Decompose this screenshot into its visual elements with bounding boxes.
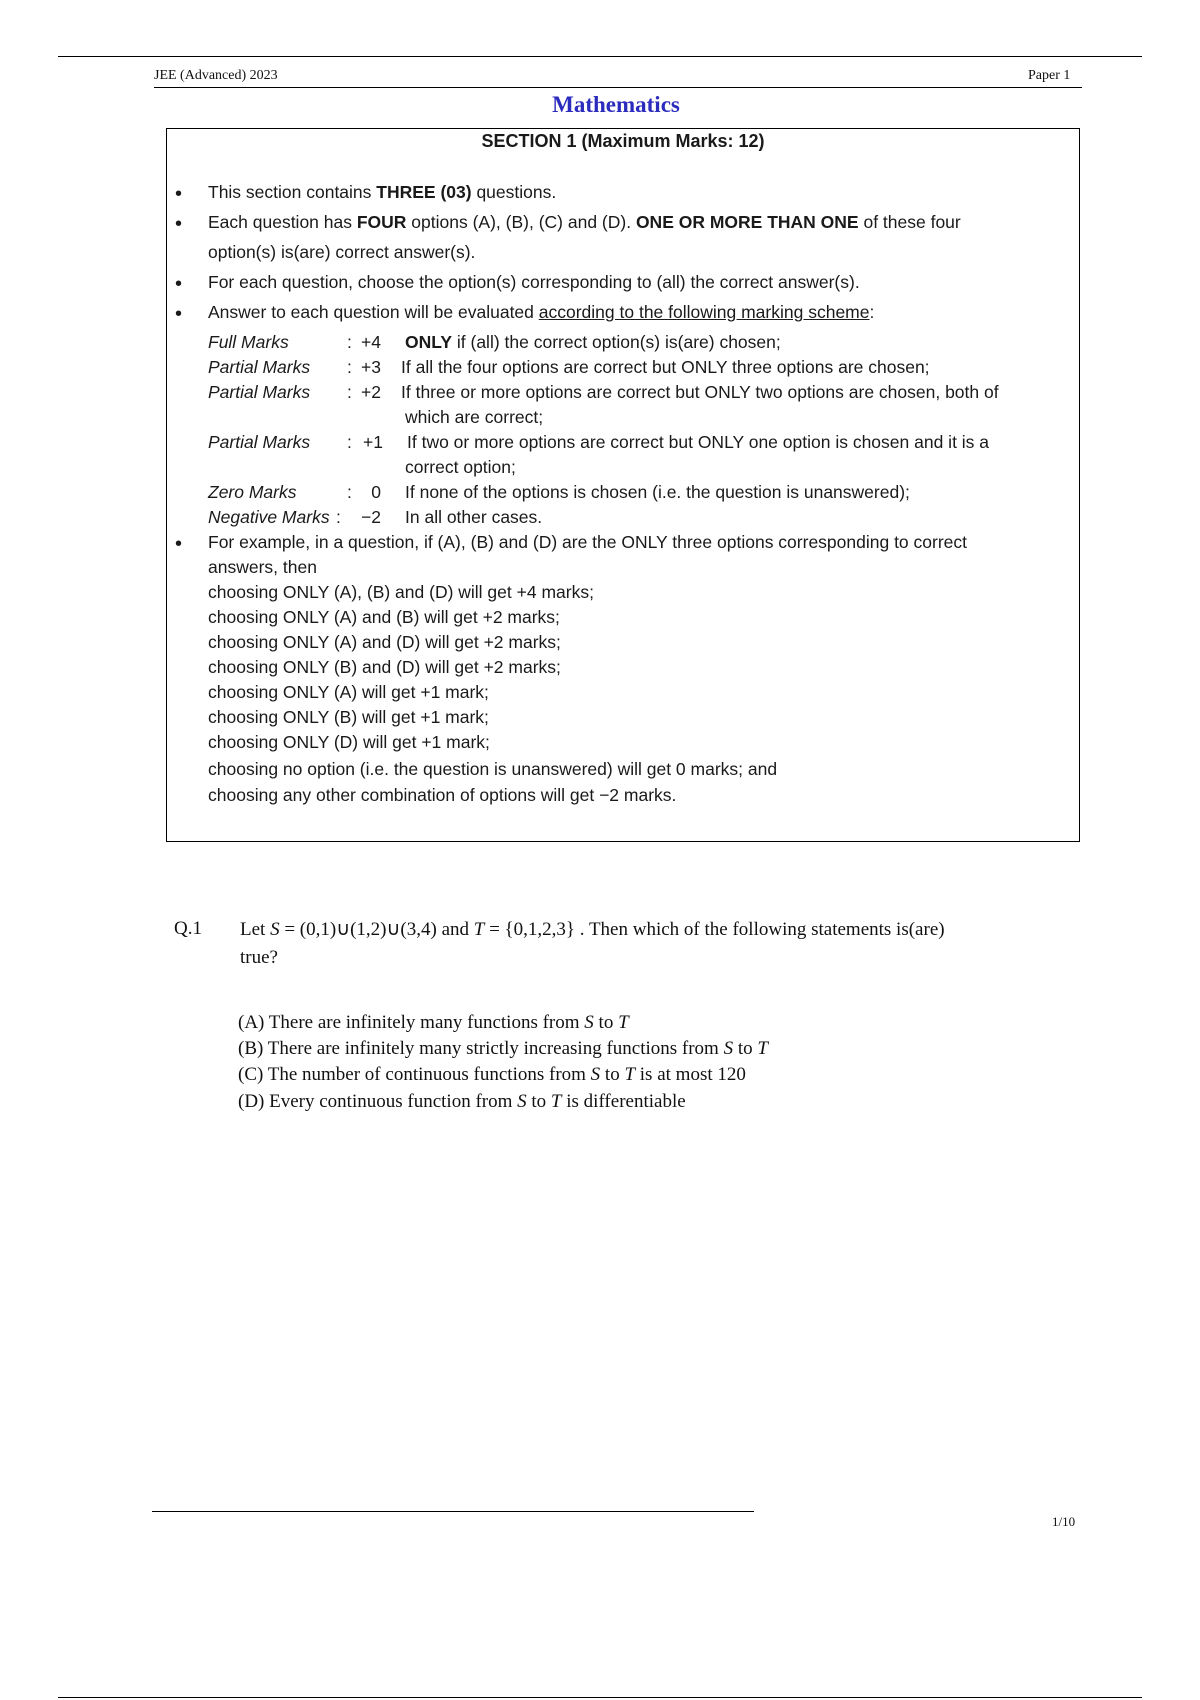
example-item: choosing no option (i.e. the question is unanswered) will get 0 marks; and bbox=[208, 759, 778, 779]
footer-rule bbox=[152, 1511, 754, 1512]
example-item: choosing ONLY (A), (B) and (D) will get +4 marks; bbox=[208, 582, 594, 602]
bullet-icon: • bbox=[175, 303, 183, 325]
option-b: (B) There are infinitely many strictly increasing functions from S to T bbox=[238, 1038, 768, 1059]
scheme-desc: In all other cases. bbox=[405, 507, 543, 527]
option-d: (D) Every continuous function from S to T is differentiable bbox=[238, 1091, 686, 1112]
question-number: Q.1 bbox=[174, 918, 202, 939]
scheme-colon: : bbox=[347, 482, 352, 502]
bullet-icon: • bbox=[175, 533, 183, 555]
scheme-colon: : bbox=[347, 382, 352, 402]
scheme-score: +3 bbox=[361, 357, 381, 377]
bullet-choose-options: For each question, choose the option(s) corresponding to (all) the correct answer(s). bbox=[208, 272, 860, 292]
bullet-question-count: This section contains THREE (03) questions. bbox=[208, 182, 557, 202]
scheme-label: Partial Marks bbox=[208, 432, 311, 452]
scheme-score: +4 bbox=[361, 332, 381, 352]
bullet-icon: • bbox=[175, 213, 183, 235]
example-item: choosing ONLY (A) will get +1 mark; bbox=[208, 682, 489, 702]
bullet-example-line2: answers, then bbox=[208, 557, 317, 577]
page-number: 1/10 bbox=[1052, 1514, 1076, 1529]
bullet-icon: • bbox=[175, 183, 183, 205]
scheme-label: Full Marks bbox=[208, 332, 289, 352]
section-title: SECTION 1 (Maximum Marks: 12) bbox=[481, 131, 765, 151]
exam-title: JEE (Advanced) 2023 bbox=[154, 68, 278, 83]
scheme-score: +1 bbox=[363, 432, 383, 452]
bullet-marking-scheme: Answer to each question will be evaluated according to the following marking scheme: bbox=[208, 302, 875, 322]
scheme-desc-cont: correct option; bbox=[405, 457, 516, 477]
scheme-label: Partial Marks bbox=[208, 382, 311, 402]
bullet-icon: • bbox=[175, 273, 183, 295]
scheme-colon: : bbox=[347, 332, 352, 352]
scheme-desc: If two or more options are correct but ONLY one option is chosen and it is a bbox=[407, 432, 990, 452]
scheme-label: Partial Marks bbox=[208, 357, 311, 377]
page-bottom-rule bbox=[58, 1697, 1142, 1698]
header-rule bbox=[154, 87, 1082, 88]
question-stem: Let S = (0,1)∪(1,2)∪(3,4) and T = {0,1,2,3} . Then which of the following statements is(are) bbox=[240, 919, 945, 940]
bullet-options-info: Each question has FOUR options (A), (B), (C) and (D). ONE OR MORE THAN ONE of these four bbox=[208, 212, 961, 232]
section-instructions-box bbox=[166, 128, 1080, 842]
bullet-example: For example, in a question, if (A), (B) and (D) are the ONLY three options corresponding to correct bbox=[208, 532, 968, 552]
scheme-colon: : bbox=[347, 432, 352, 452]
page-top-rule bbox=[58, 56, 1142, 57]
scheme-score: 0 bbox=[371, 482, 381, 502]
scheme-label: Zero Marks bbox=[208, 482, 297, 502]
option-a: (A) There are infinitely many functions from S to T bbox=[238, 1012, 629, 1033]
option-c: (C) The number of continuous functions from S to T is at most 120 bbox=[238, 1064, 746, 1085]
example-item: choosing ONLY (A) and (B) will get +2 marks; bbox=[208, 607, 560, 627]
scheme-score: +2 bbox=[361, 382, 381, 402]
example-item: choosing ONLY (B) and (D) will get +2 marks; bbox=[208, 657, 561, 677]
question-stem-line2: true? bbox=[240, 947, 278, 968]
scheme-colon: : bbox=[336, 507, 341, 527]
example-item: choosing ONLY (D) will get +1 mark; bbox=[208, 732, 490, 752]
scheme-desc: ONLY if (all) the correct option(s) is(are) chosen; bbox=[405, 332, 781, 352]
scheme-desc-cont: which are correct; bbox=[405, 407, 544, 427]
paper-label: Paper 1 bbox=[1028, 68, 1071, 83]
example-item: choosing any other combination of options will get −2 marks. bbox=[208, 785, 677, 805]
scheme-desc: If none of the options is chosen (i.e. the question is unanswered); bbox=[405, 482, 910, 502]
scheme-desc: If three or more options are correct but ONLY two options are chosen, both of bbox=[401, 382, 999, 402]
scheme-colon: : bbox=[347, 357, 352, 377]
scheme-desc: If all the four options are correct but ONLY three options are chosen; bbox=[401, 357, 930, 377]
scheme-label: Negative Marks bbox=[208, 507, 330, 527]
scheme-score: −2 bbox=[361, 507, 381, 527]
bullet-options-info-line2: option(s) is(are) correct answer(s). bbox=[208, 242, 476, 262]
example-item: choosing ONLY (A) and (D) will get +2 marks; bbox=[208, 632, 561, 652]
subject-title: Mathematics bbox=[552, 92, 680, 117]
example-item: choosing ONLY (B) will get +1 mark; bbox=[208, 707, 489, 727]
